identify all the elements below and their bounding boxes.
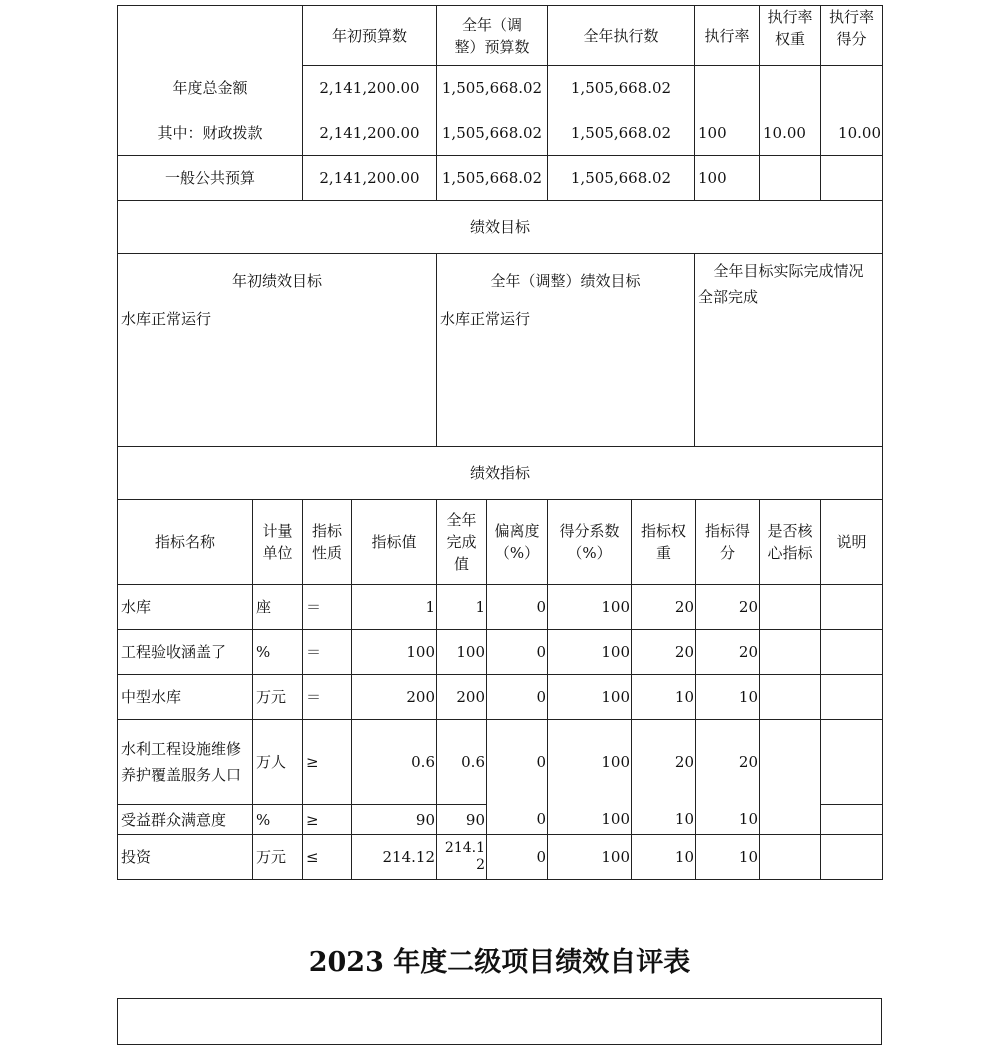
header-rate-score: 执行率 得分 xyxy=(821,6,883,66)
indicator-unit: 万元 xyxy=(253,835,303,880)
indicator-name: 投资 xyxy=(118,835,253,880)
indicators-section-title: 绩效指标 xyxy=(118,447,883,500)
adjusted-goal-cell xyxy=(437,254,695,447)
header-unit: 计量单位 xyxy=(253,500,303,585)
table-row xyxy=(118,585,883,630)
indicator-is-core xyxy=(760,805,821,835)
indicator-unit: 座 xyxy=(253,585,303,630)
budget-row xyxy=(118,156,883,201)
indicator-unit: % xyxy=(253,630,303,675)
indicator-note xyxy=(821,630,883,675)
header-is-core: 是否核心指标 xyxy=(760,500,821,585)
header-deviation: 偏离度（%） xyxy=(487,500,548,585)
header-score: 指标得分 xyxy=(696,500,760,585)
indicator-completed: 0.6 xyxy=(437,720,487,805)
indicator-weight: 10 xyxy=(632,835,696,880)
indicator-score: 20 xyxy=(696,630,760,675)
actual-goal-cell xyxy=(695,254,883,447)
indicator-completed: 1 xyxy=(437,585,487,630)
indicator-coefficient: 100 xyxy=(548,805,632,835)
indicator-name: 中型水库 xyxy=(118,675,253,720)
indicator-nature: ≤ xyxy=(303,835,352,880)
indicator-name: 水库 xyxy=(118,585,253,630)
adjusted-value: 1,505,668.02 xyxy=(437,66,548,111)
score-value xyxy=(821,156,883,201)
indicator-is-core xyxy=(760,675,821,720)
header-value: 指标值 xyxy=(352,500,437,585)
initial-goal-title: 年初绩效目标 xyxy=(231,272,322,290)
initial-goal-content: 水库正常运行 xyxy=(121,310,212,328)
adjusted-value: 1,505,668.02 xyxy=(437,111,548,156)
initial-value: 2,141,200.00 xyxy=(303,156,437,201)
indicator-coefficient: 100 xyxy=(548,585,632,630)
table-row xyxy=(118,630,883,675)
indicator-deviation: 0 xyxy=(487,630,548,675)
weight-value xyxy=(760,156,821,201)
budget-row xyxy=(118,111,883,156)
header-note: 说明 xyxy=(821,500,883,585)
indicator-name: 受益群众满意度 xyxy=(118,805,253,835)
header-weight: 指标权重 xyxy=(632,500,696,585)
row-label: 其中：财政拨款 xyxy=(118,111,303,156)
indicator-is-core xyxy=(760,630,821,675)
indicator-completed: 90 xyxy=(437,805,487,835)
next-table-top xyxy=(117,998,882,1045)
goals-section-title: 绩效目标 xyxy=(118,201,883,254)
header-execution-rate: 执行率 xyxy=(695,6,760,66)
indicator-note xyxy=(821,720,883,805)
adjusted-goal-title: 全年（调整）绩效目标 xyxy=(490,272,641,290)
rate-value: 100 xyxy=(695,111,760,156)
rate-value: 100 xyxy=(695,156,760,201)
row-label: 一般公共预算 xyxy=(118,156,303,201)
indicator-value: 100 xyxy=(352,630,437,675)
indicator-coefficient: 100 xyxy=(548,720,632,805)
indicator-weight: 20 xyxy=(632,630,696,675)
budget-row xyxy=(118,66,883,111)
indicator-score: 20 xyxy=(696,720,760,805)
header-rate-weight: 执行率 权重 xyxy=(760,6,821,66)
indicator-table xyxy=(117,499,883,880)
indicator-name: 工程验收涵盖了 xyxy=(118,630,253,675)
indicator-is-core xyxy=(760,720,821,805)
indicator-is-core xyxy=(760,585,821,630)
weight-value xyxy=(760,66,821,111)
initial-value: 2,141,200.00 xyxy=(303,66,437,111)
actual-goal-content: 全部完成 xyxy=(698,288,759,306)
actual-goal-title: 全年目标实际完成情况 xyxy=(713,262,864,280)
indicator-completed: 100 xyxy=(437,630,487,675)
indicator-note xyxy=(821,805,883,835)
score-value: 10.00 xyxy=(821,111,883,156)
indicator-value: 0.6 xyxy=(352,720,437,805)
indicator-deviation: 0 xyxy=(487,805,548,835)
indicator-unit: % xyxy=(253,805,303,835)
table-row xyxy=(118,805,883,835)
indicator-score: 20 xyxy=(696,585,760,630)
indicator-weight: 20 xyxy=(632,720,696,805)
indicator-score: 10 xyxy=(696,805,760,835)
indicator-unit: 万元 xyxy=(253,675,303,720)
indicator-nature: ＝ xyxy=(303,630,352,675)
indicator-score: 10 xyxy=(696,675,760,720)
indicator-coefficient: 100 xyxy=(548,675,632,720)
executed-value: 1,505,668.02 xyxy=(548,156,695,201)
header-adjusted-budget: 全年（调 整）预算数 xyxy=(437,6,548,66)
indicator-nature: ≥ xyxy=(303,720,352,805)
header-executed: 全年执行数 xyxy=(548,6,695,66)
header-indicator-name: 指标名称 xyxy=(118,500,253,585)
indicator-weight: 10 xyxy=(632,675,696,720)
indicator-completed: 214.12 xyxy=(437,835,487,880)
initial-goal-cell xyxy=(118,254,437,447)
indicator-value: 200 xyxy=(352,675,437,720)
table-row xyxy=(118,835,883,880)
indicator-is-core xyxy=(760,835,821,880)
table-row xyxy=(118,675,883,720)
indicator-nature: ≥ xyxy=(303,805,352,835)
indicator-deviation: 0 xyxy=(487,720,548,805)
indicator-unit: 万人 xyxy=(253,720,303,805)
blank-header-cell xyxy=(118,6,303,66)
header-initial-budget: 年初预算数 xyxy=(303,6,437,66)
header-completed: 全年完成值 xyxy=(437,500,487,585)
page-title: 2023 年度二级项目绩效自评表 xyxy=(308,947,691,978)
indicator-header-row xyxy=(118,500,883,585)
indicator-note xyxy=(821,585,883,630)
indicator-coefficient: 100 xyxy=(548,630,632,675)
indicator-value: 214.12 xyxy=(352,835,437,880)
executed-value: 1,505,668.02 xyxy=(548,111,695,156)
executed-value: 1,505,668.02 xyxy=(548,66,695,111)
indicator-nature: ＝ xyxy=(303,585,352,630)
header-nature: 指标性质 xyxy=(303,500,352,585)
indicator-deviation: 0 xyxy=(487,835,548,880)
indicator-value: 1 xyxy=(352,585,437,630)
indicator-deviation: 0 xyxy=(487,585,548,630)
budget-table xyxy=(117,5,883,500)
indicator-note xyxy=(821,835,883,880)
row-label: 年度总金额 xyxy=(118,66,303,111)
indicator-nature: ＝ xyxy=(303,675,352,720)
indicator-coefficient: 100 xyxy=(548,835,632,880)
adjusted-value: 1,505,668.02 xyxy=(437,156,548,201)
indicator-score: 10 xyxy=(696,835,760,880)
indicator-completed: 200 xyxy=(437,675,487,720)
initial-value: 2,141,200.00 xyxy=(303,111,437,156)
indicator-name: 水利工程设施维修养护覆盖服务人口 xyxy=(118,720,253,805)
header-coefficient: 得分系数（%） xyxy=(548,500,632,585)
indicator-note xyxy=(821,675,883,720)
weight-value: 10.00 xyxy=(760,111,821,156)
indicator-value: 90 xyxy=(352,805,437,835)
score-value xyxy=(821,66,883,111)
adjusted-goal-content: 水库正常运行 xyxy=(440,310,531,328)
indicator-deviation: 0 xyxy=(487,675,548,720)
indicator-weight: 20 xyxy=(632,585,696,630)
indicator-weight: 10 xyxy=(632,805,696,835)
table-row xyxy=(118,720,883,805)
rate-value xyxy=(695,66,760,111)
